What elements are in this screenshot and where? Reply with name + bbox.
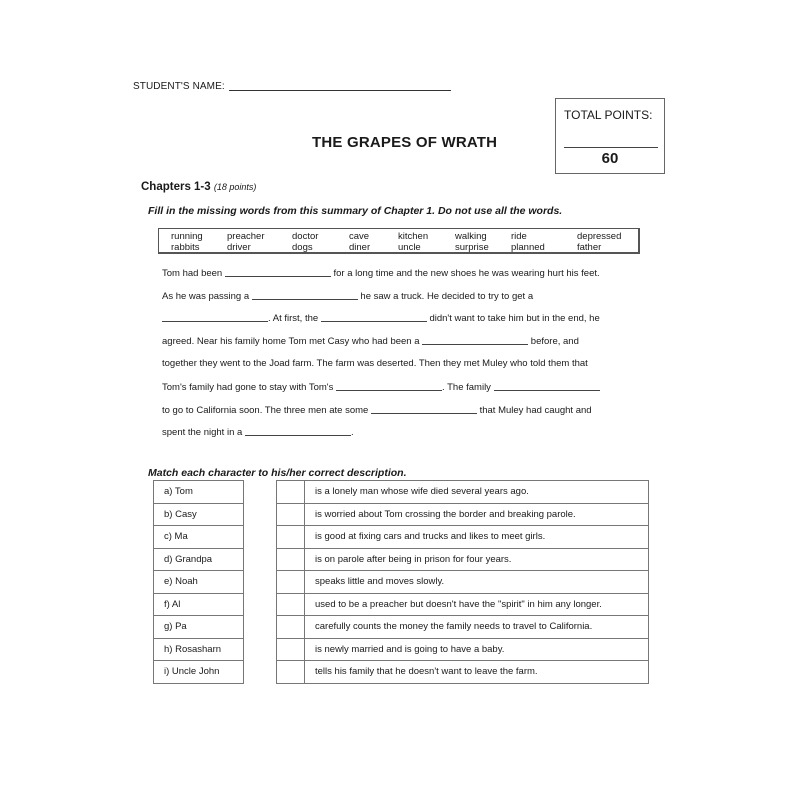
table-row [154, 593, 244, 616]
section-heading [141, 181, 256, 193]
description: is newly married and is going to have a baby. [305, 638, 649, 661]
summary-text: that Muley had caught and [479, 405, 592, 416]
table-row [154, 503, 244, 526]
character-name: a) Tom [154, 481, 244, 504]
table-row [277, 593, 649, 616]
divider [564, 147, 658, 148]
summary-line [162, 335, 632, 347]
character-name: g) Pa [154, 616, 244, 639]
answer-blank[interactable] [321, 312, 427, 322]
table-row [277, 526, 649, 549]
answer-cell[interactable] [277, 638, 305, 661]
table-row [277, 616, 649, 639]
summary-text: didn't want to take him but in the end, he [429, 313, 600, 324]
answer-blank[interactable] [252, 290, 358, 300]
answer-cell[interactable] [277, 526, 305, 549]
description: carefully counts the money the family needs to travel to California. [305, 616, 649, 639]
table-row [277, 548, 649, 571]
word-bank-item: kitchen [398, 231, 429, 242]
word-bank-item: father [577, 242, 602, 253]
character-name: i) Uncle John [154, 661, 244, 684]
page-title: THE GRAPES OF WRATH [312, 134, 498, 151]
summary-line [162, 381, 632, 393]
description: used to be a preacher but doesn't have the "spirit" in him any longer. [305, 593, 649, 616]
student-name-blank[interactable] [229, 80, 451, 91]
summary-text: together they went to the Joad farm. The farm was deserted. Then they met Muley who told them that [162, 358, 588, 369]
table-row [154, 661, 244, 684]
word-bank-item: surprise [455, 242, 489, 253]
summary-text: As he was passing a [162, 291, 250, 302]
description: speaks little and moves slowly. [305, 571, 649, 594]
summary-text: he saw a truck. He decided to try to get a [360, 291, 534, 302]
word-bank-item: walking [455, 231, 487, 242]
fill-in-instruction: Fill in the missing words from this summary of Chapter 1. Do not use all the words. [148, 205, 563, 217]
character-name: e) Noah [154, 571, 244, 594]
answer-blank[interactable] [225, 267, 331, 277]
word-bank-item: cave [349, 231, 370, 242]
answer-blank[interactable] [494, 381, 600, 391]
word-bank-item: dogs [292, 242, 313, 253]
answer-blank[interactable] [162, 312, 268, 322]
answer-blank[interactable] [245, 426, 351, 436]
answer-blank[interactable] [336, 381, 442, 391]
summary-text: . At first, the [268, 313, 319, 324]
character-name: d) Grandpa [154, 548, 244, 571]
table-row [154, 638, 244, 661]
character-name: b) Casy [154, 503, 244, 526]
word-bank-item: running [171, 231, 203, 242]
answer-cell[interactable] [277, 481, 305, 504]
summary-text: Tom's family had gone to stay with Tom's [162, 382, 334, 393]
word-bank-item: preacher [227, 231, 265, 242]
summary-text: spent the night in a [162, 427, 243, 438]
character-table [153, 480, 244, 684]
summary-line [162, 426, 632, 438]
student-name-label: STUDENT'S NAME: [133, 81, 225, 92]
summary-line [162, 312, 632, 324]
section-title: Chapters 1-3 [141, 181, 211, 193]
summary-line [162, 404, 632, 416]
word-bank-item: doctor [292, 231, 319, 242]
word-bank-item: ride [511, 231, 527, 242]
word-bank-item: uncle [398, 242, 421, 253]
description: tells his family that he doesn't want to leave the farm. [305, 661, 649, 684]
answer-cell[interactable] [277, 661, 305, 684]
table-row [154, 571, 244, 594]
total-points-value: 60 [601, 150, 619, 167]
description-table [276, 480, 649, 684]
character-name: h) Rosasharn [154, 638, 244, 661]
table-row [277, 661, 649, 684]
answer-blank[interactable] [422, 335, 528, 345]
table-row [277, 503, 649, 526]
answer-cell[interactable] [277, 503, 305, 526]
summary-text: . The family [442, 382, 491, 393]
answer-cell[interactable] [277, 616, 305, 639]
description: is worried about Tom crossing the border and breaking parole. [305, 503, 649, 526]
total-points-label: TOTAL POINTS: [564, 108, 653, 122]
summary-line [162, 290, 632, 302]
word-bank-item: planned [511, 242, 545, 253]
table-row [277, 571, 649, 594]
summary-line [162, 267, 632, 279]
character-name: f) Al [154, 593, 244, 616]
answer-cell[interactable] [277, 571, 305, 594]
summary-text: agreed. Near his family home Tom met Casy who had been a [162, 336, 420, 347]
summary-text: to go to California soon. The three men ate some [162, 405, 369, 416]
summary-text: for a long time and the new shoes he was wearing hurt his feet. [333, 268, 600, 279]
summary-text: before, and [530, 336, 579, 347]
description: is on parole after being in prison for four years. [305, 548, 649, 571]
student-name-field[interactable] [133, 80, 451, 92]
section-points: (18 points) [213, 182, 257, 192]
table-row [154, 616, 244, 639]
word-bank-item: diner [349, 242, 371, 253]
table-row [277, 638, 649, 661]
matching-instruction: Match each character to his/her correct description. [148, 467, 407, 479]
table-row [154, 526, 244, 549]
word-bank-item: rabbits [171, 242, 200, 253]
total-points-box [555, 98, 665, 174]
table-row [154, 481, 244, 504]
answer-cell[interactable] [277, 593, 305, 616]
summary-line [162, 358, 632, 369]
table-row [154, 548, 244, 571]
character-name: c) Ma [154, 526, 244, 549]
word-bank [158, 228, 640, 254]
answer-cell[interactable] [277, 548, 305, 571]
table-row [277, 481, 649, 504]
description: is a lonely man whose wife died several years ago. [305, 481, 649, 504]
description: is good at fixing cars and trucks and likes to meet girls. [305, 526, 649, 549]
summary-text: Tom had been [162, 268, 223, 279]
answer-blank[interactable] [371, 404, 477, 414]
word-bank-item: depressed [577, 231, 622, 242]
summary-text: . [350, 427, 354, 438]
word-bank-item: driver [227, 242, 251, 253]
